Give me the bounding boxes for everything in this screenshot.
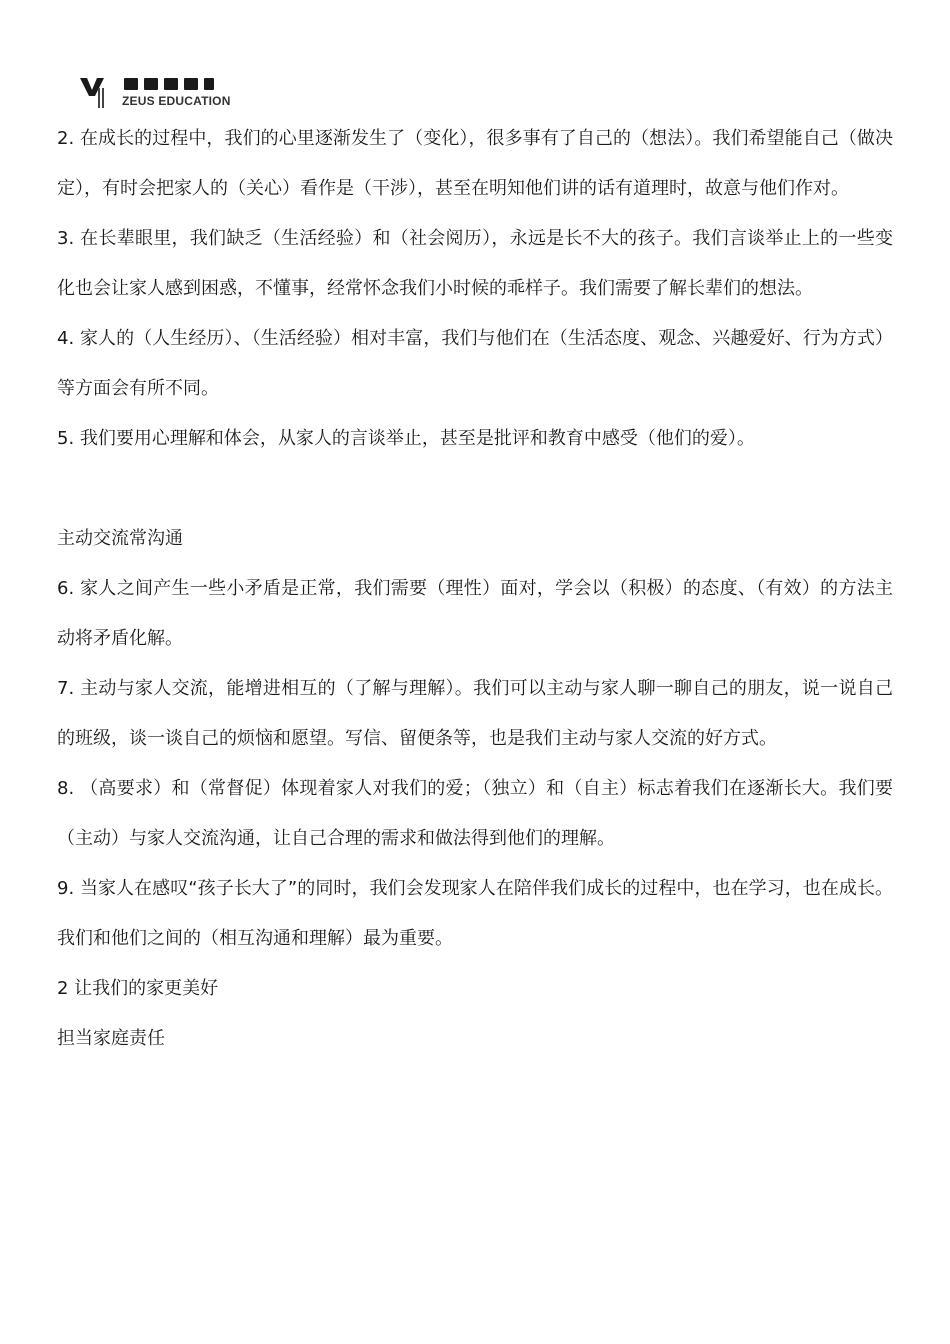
logo-text: ZEUS EDUCATION [122,94,231,108]
paragraph-2: 2. 在成长的过程中，我们的心里逐渐发生了（变化），很多事有了自己的（想法）。我们希望能自己（做决定），有时会把家人的（关心）看作是（干涉），甚至在明知他们讲的话有道理时，故意与他们作对。 [57,128,893,199]
header-logo [78,74,248,114]
blank-line [57,464,893,514]
paragraph-6: 6. 家人之间产生一些小矛盾是正常，我们需要（理性）面对，学会以（积极）的态度、（有效）的方法主动将矛盾化解。 [57,578,893,649]
paragraph-4: 4. 家人的（人生经历）、（生活经验）相对丰富，我们与他们在（生活态度、观念、兴趣爱好、行为方式）等方面会有所不同。 [57,328,893,399]
lesson-title: 2 让我们的家更美好 [57,978,219,999]
zeus-logo-icon [78,76,114,108]
document-body [57,114,893,1064]
paragraph-5: 5. 我们要用心理解和体会，从家人的言谈举止，甚至是批评和教育中感受（他们的爱）。 [57,428,755,449]
subsection-heading: 担当家庭责任 [57,1028,165,1049]
paragraph-9: 9. 当家人在感叹“孩子长大了”的同时，我们会发现家人在陪伴我们成长的过程中，也在学习，也在成长。我们和他们之间的（相互沟通和理解）最为重要。 [57,878,893,949]
paragraph-8: 8. （高要求）和（常督促）体现着家人对我们的爱；（独立）和（自主）标志着我们在逐渐长大。我们要（主动）与家人交流沟通，让自己合理的需求和做法得到他们的理解。 [57,778,893,849]
section-heading: 主动交流常沟通 [57,528,183,549]
logo-chinese-mark [122,74,232,92]
paragraph-3: 3. 在长辈眼里，我们缺乏（生活经验）和（社会阅历），永远是长不大的孩子。我们言谈举止上的一些变化也会让家人感到困惑，不懂事，经常怀念我们小时候的乖样子。我们需要了解长辈们的想法。 [57,228,893,299]
paragraph-7: 7. 主动与家人交流，能增进相互的（了解与理解）。我们可以主动与家人聊一聊自己的朋友，说一说自己的班级，谈一谈自己的烦恼和愿望。写信、留便条等，也是我们主动与家人交流的好方式。 [57,678,893,749]
